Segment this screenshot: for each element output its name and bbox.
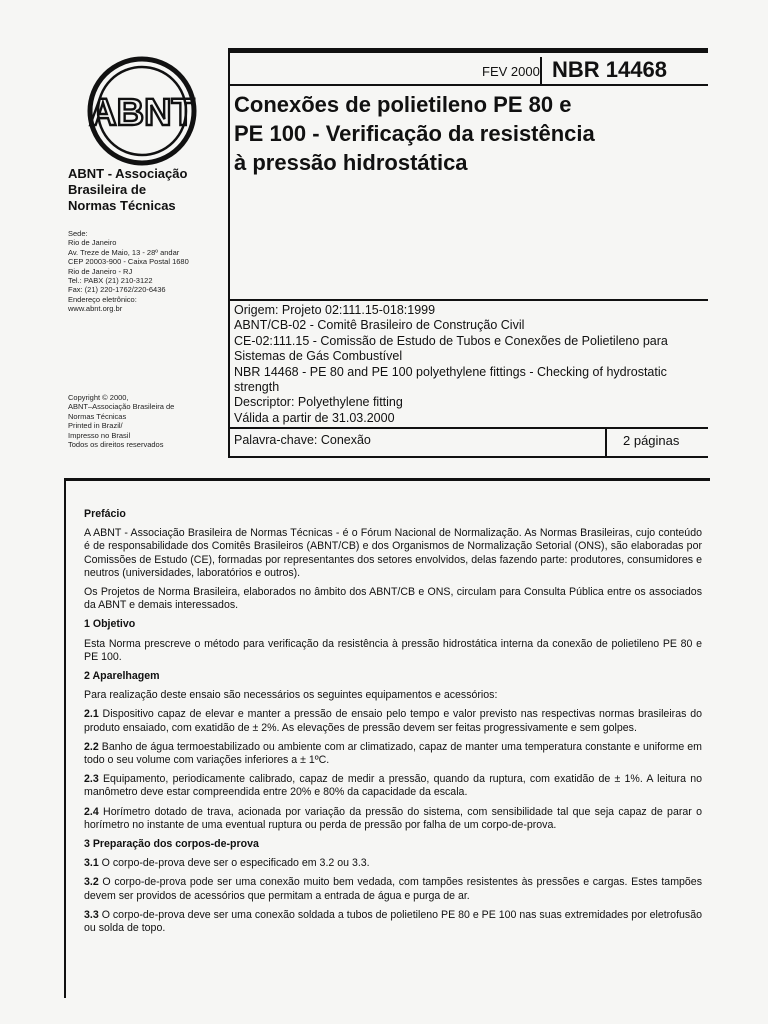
header-top-rule: [228, 48, 708, 53]
headquarters-address: [68, 229, 218, 314]
publication-date: FEV 2000: [482, 64, 540, 79]
clause-3-1: [84, 857, 702, 870]
clause-number: 3.2: [84, 876, 99, 889]
section-heading-prefacio: Prefácio: [84, 508, 126, 520]
clause-number: 3.3: [84, 908, 99, 921]
document-title: [234, 90, 704, 177]
title-line: à pressão hidrostática: [234, 150, 468, 175]
clause-number: 2.4: [84, 805, 99, 818]
section-heading-aparelhagem: 2 Aparelhagem: [84, 670, 160, 683]
title-line: Conexões de polietileno PE 80 e: [234, 92, 572, 117]
logo-lettering: ABNT: [89, 92, 195, 134]
copyright-line: Normas Técnicas: [68, 411, 127, 421]
clause-2-4: [84, 806, 702, 832]
sede-line: Endereço eletrônico:: [68, 294, 137, 304]
clause-2-2: [84, 741, 702, 767]
copyright-line: Impresso no Brasil: [68, 430, 131, 440]
origin-line: strength: [234, 380, 280, 395]
origin-info: [234, 303, 704, 426]
keyword-divider: [605, 427, 607, 457]
clause-3-3: [84, 909, 702, 935]
sede-line: Sede:: [68, 229, 88, 238]
paragraph: Esta Norma prescreve o método para verificação da resistência à pressão hidrostática interna da conexão de polietileno PE 80 e PE 100.: [84, 637, 702, 663]
sede-line: Rio de Janeiro - RJ: [68, 266, 133, 276]
origin-rule: [230, 299, 708, 301]
standard-id: NBR 14468: [552, 57, 667, 82]
clause-number: 2.3: [84, 773, 99, 786]
clause-number: 3.1: [84, 857, 99, 870]
sede-line: Av. Treze de Maio, 13 - 28º andar: [68, 247, 180, 257]
org-name-line: Brasileira de: [68, 182, 147, 197]
keyword: Palavra-chave: Conexão: [234, 433, 371, 447]
origin-line: Sistemas de Gás Combustível: [234, 349, 403, 364]
org-name-line: ABNT - Associação: [68, 166, 188, 181]
header-left-rule: [228, 48, 230, 458]
clause-2-3: [84, 773, 702, 799]
origin-line: Descriptor: Polyethylene fitting: [234, 395, 403, 410]
paragraph: Para realização deste ensaio são necessários os seguintes equipamentos e acessórios:: [84, 689, 498, 702]
header-divider: [540, 57, 542, 85]
clause-text: O corpo-de-prova pode ser uma conexão muito bem vedada, com tampões resistentes às pressões e cargas. Estes tampões devem ser providos de acessórios que permitam a entrada de água e purga de ar.: [84, 876, 702, 902]
abnt-logo: [86, 55, 198, 167]
clause-text: O corpo-de-prova deve ser uma conexão soldada a tubos de polietileno PE 80 e PE 100 nas suas extremidades por eletrofusão ou solda de topo.: [84, 908, 702, 935]
body-top-rule: [64, 478, 710, 481]
origin-line: Válida a partir de 31.03.2000: [234, 410, 395, 425]
origin-line: Origem: Projeto 02:111.15-018:1999: [234, 303, 436, 317]
paragraph: A ABNT - Associação Brasileira de Normas Técnicas - é o Fórum Nacional de Normalização. As Normas Brasileiras, cujo conteúdo é de responsabilidade dos Comitês Brasileiros (ABNT/CB) e dos Organismos de Normalização Setorial (ONS), são elaboradas por Comissões de Estudo (CE), formadas por representantes dos setores envolvidos, delas fazendo parte: produtores, consumidores e neutros (universidades, laboratórios e outros).: [84, 527, 702, 579]
clause-number: 2.1: [84, 708, 99, 721]
clause-text: O corpo-de-prova deve ser o especificado em 3.2 ou 3.3.: [98, 857, 370, 870]
sede-line: Fax: (21) 220-1762/220-6436: [68, 285, 166, 295]
copyright-line: Todos os direitos reservados: [68, 440, 164, 450]
clause-number: 2.2: [84, 740, 99, 753]
sede-line: www.abnt.org.br: [68, 304, 123, 314]
section-heading-objetivo: 1 Objetivo: [84, 618, 136, 631]
clause-text: Horímetro dotado de trava, acionada por variação da pressão do sistema, com sensibilidade tal que seja capaz de parar o horímetro no instante de uma eventual ruptura ou perda de pressão por falha de um corpo-de-prova.: [84, 805, 702, 831]
sede-line: CEP 20003-900 - Caixa Postal 1680: [68, 257, 189, 267]
document-body: [84, 508, 702, 941]
origin-line: NBR 14468 - PE 80 and PE 100 polyethylene fittings - Checking of hydrostatic: [234, 364, 667, 379]
body-left-rule: [64, 478, 66, 998]
origin-line: ABNT/CB-02 - Comitê Brasileiro de Construção Civil: [234, 318, 525, 333]
copyright-notice: [68, 393, 218, 449]
copyright-line: ABNT–Associação Brasileira de: [68, 402, 175, 412]
paragraph: Os Projetos de Norma Brasileira, elaborados no âmbito dos ABNT/CB e ONS, circulam para Consulta Pública entre os associados da ABNT e demais interessados.: [84, 586, 702, 612]
title-line: PE 100 - Verificação da resistência: [234, 121, 595, 146]
header-rule: [230, 84, 708, 86]
page-count: 2 páginas: [623, 433, 680, 448]
clause-text: Dispositivo capaz de elevar e manter a pressão de ensaio pelo tempo e valor previsto nas respectivas normas brasileiras do produto ensaiado, com exatidão de ± 2%. As elevações de pressão devem ser feitas progressivamente e sem golpes.: [84, 708, 702, 734]
sede-line: Tel.: PABX (21) 210-3122: [68, 276, 153, 286]
organization-name: [68, 166, 218, 214]
clause-2-1: [84, 708, 702, 734]
section-heading-preparacao: 3 Preparação dos corpos-de-prova: [84, 838, 259, 851]
org-name-line: Normas Técnicas: [68, 198, 176, 213]
clause-text: Equipamento, periodicamente calibrado, capaz de medir a pressão, quando da ruptura, com exatidão de ± 1%. A leitura no manômetro deve estar compreendida entre 20% e 80% da capacidade da escala.: [84, 773, 702, 799]
keyword-top-rule: [230, 427, 708, 429]
origin-line: CE-02:111.15 - Comissão de Estudo de Tubos e Conexões de Polietileno para: [234, 333, 668, 348]
copyright-line: Printed in Brazil/: [68, 421, 123, 431]
keyword-bottom-rule: [230, 456, 708, 458]
copyright-line: Copyright © 2000,: [68, 393, 129, 402]
sede-line: Rio de Janeiro: [68, 238, 117, 248]
clause-text: Banho de água termoestabilizado ou ambiente com ar climatizado, capaz de manter uma temperatura constante e uniforme em todo o seu volume com variações inferiores a ± 1ºC.: [84, 740, 702, 767]
clause-3-2: [84, 876, 702, 902]
